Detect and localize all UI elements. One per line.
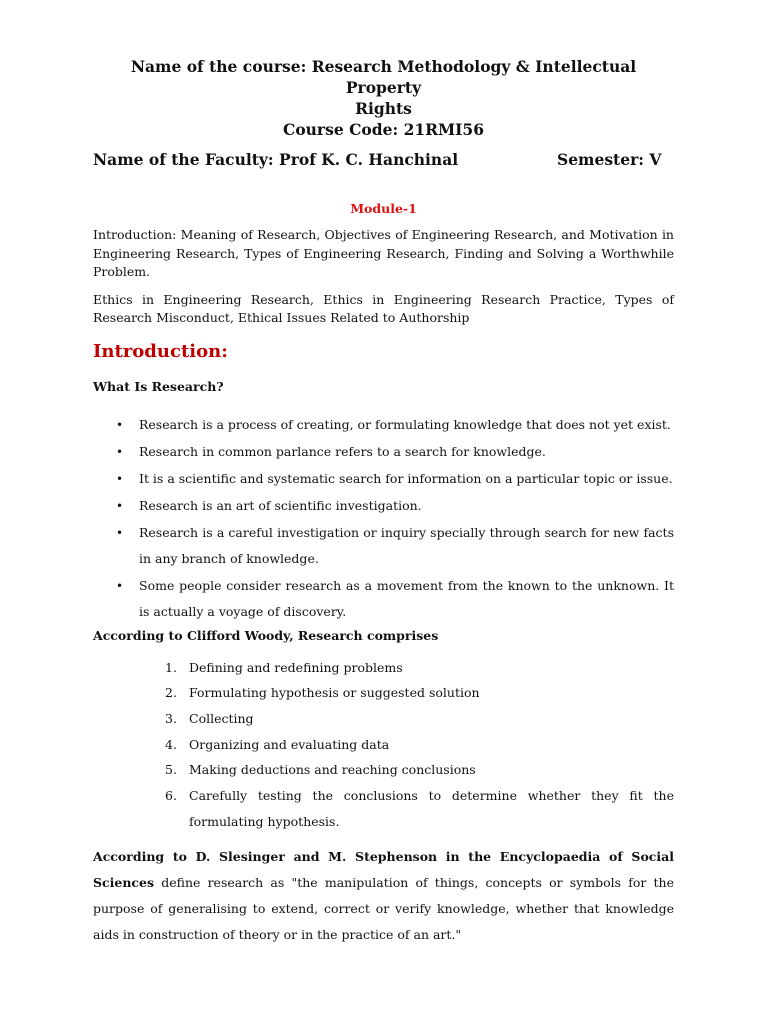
list-item: 3. Collecting — [93, 706, 674, 732]
list-item: 4. Organizing and evaluating data — [93, 732, 674, 758]
faculty-name: Name of the Faculty: Prof K. C. Hanchinal — [93, 150, 459, 169]
bullet-icon: • — [116, 417, 124, 432]
list-item: 5. Making deductions and reaching conclusions — [93, 757, 674, 783]
list-item: • Some people consider research as a movement from the known to the unknown. It is actually a voyage of discovery. — [93, 573, 674, 625]
research-definition-list — [93, 412, 674, 625]
what-is-research-heading: What Is Research? — [93, 378, 224, 394]
bullet-icon: • — [116, 444, 124, 459]
introduction-heading: Introduction: — [93, 340, 228, 362]
list-item: 1. Defining and redefining problems — [93, 655, 674, 681]
slesinger-definition-paragraph — [93, 844, 674, 947]
step-number: 3. — [165, 710, 177, 726]
step-number: 2. — [165, 685, 177, 701]
slesinger-citation: According to D. Slesinger and M. Stephenson in the Encyclopaedia of Social Sciences — [93, 849, 674, 891]
list-item: 2. Formulating hypothesis or suggested solution — [93, 680, 674, 706]
clifford-steps-list — [93, 655, 674, 835]
slesinger-definition-text: define research as "the manipulation of things, concepts or symbols for the purpose of generalising to extend, correct or verify knowledge, whether that knowledge aids in construction of theory or in the practice of an art." — [93, 875, 674, 942]
list-item: • Research is a process of creating, or formulating knowledge that does not yet exist. — [93, 412, 674, 438]
list-item: 6. Carefully testing the conclusions to determine whether they fit the formulating hypothesis. — [93, 783, 674, 834]
list-item: • Research is an art of scientific investigation. — [93, 493, 674, 519]
step-number: 1. — [165, 659, 177, 675]
module-topics-paragraph-1: Introduction: Meaning of Research, Objectives of Engineering Research, and Motivation in Engineering Research, Types of Engineering Research, Finding and Solving a Worthwhile Problem. — [93, 227, 674, 279]
step-number: 6. — [165, 788, 177, 804]
course-name-line2: Rights — [355, 99, 412, 118]
course-name-line1: Name of the course: Research Methodology & Intellectual Property — [130, 57, 637, 97]
faculty-row — [93, 149, 674, 171]
list-item: • Research is a careful investigation or inquiry specially through search for new facts in any branch of knowledge. — [93, 520, 674, 572]
bullet-icon: • — [116, 498, 124, 513]
step-number: 5. — [165, 762, 177, 778]
course-title-block — [93, 56, 674, 140]
bullet-icon: • — [116, 471, 124, 486]
document-page — [93, 56, 674, 960]
list-item: • It is a scientific and systematic search for information on a particular topic or issue. — [93, 466, 674, 492]
semester-label: Semester: V — [557, 150, 662, 169]
bullet-icon: • — [116, 578, 124, 593]
module-topics-paragraph-2: Ethics in Engineering Research, Ethics in Engineering Research Practice, Types of Research Misconduct, Ethical Issues Related to Authorship — [93, 291, 674, 325]
bullet-icon: • — [116, 525, 124, 540]
list-item: • Research in common parlance refers to a search for knowledge. — [93, 439, 674, 465]
clifford-woody-heading: According to Clifford Woody, Research comprises — [93, 627, 439, 643]
course-code: Course Code: 21RMI56 — [282, 120, 484, 139]
step-number: 4. — [165, 736, 177, 752]
module-heading: Module-1 — [350, 201, 417, 216]
